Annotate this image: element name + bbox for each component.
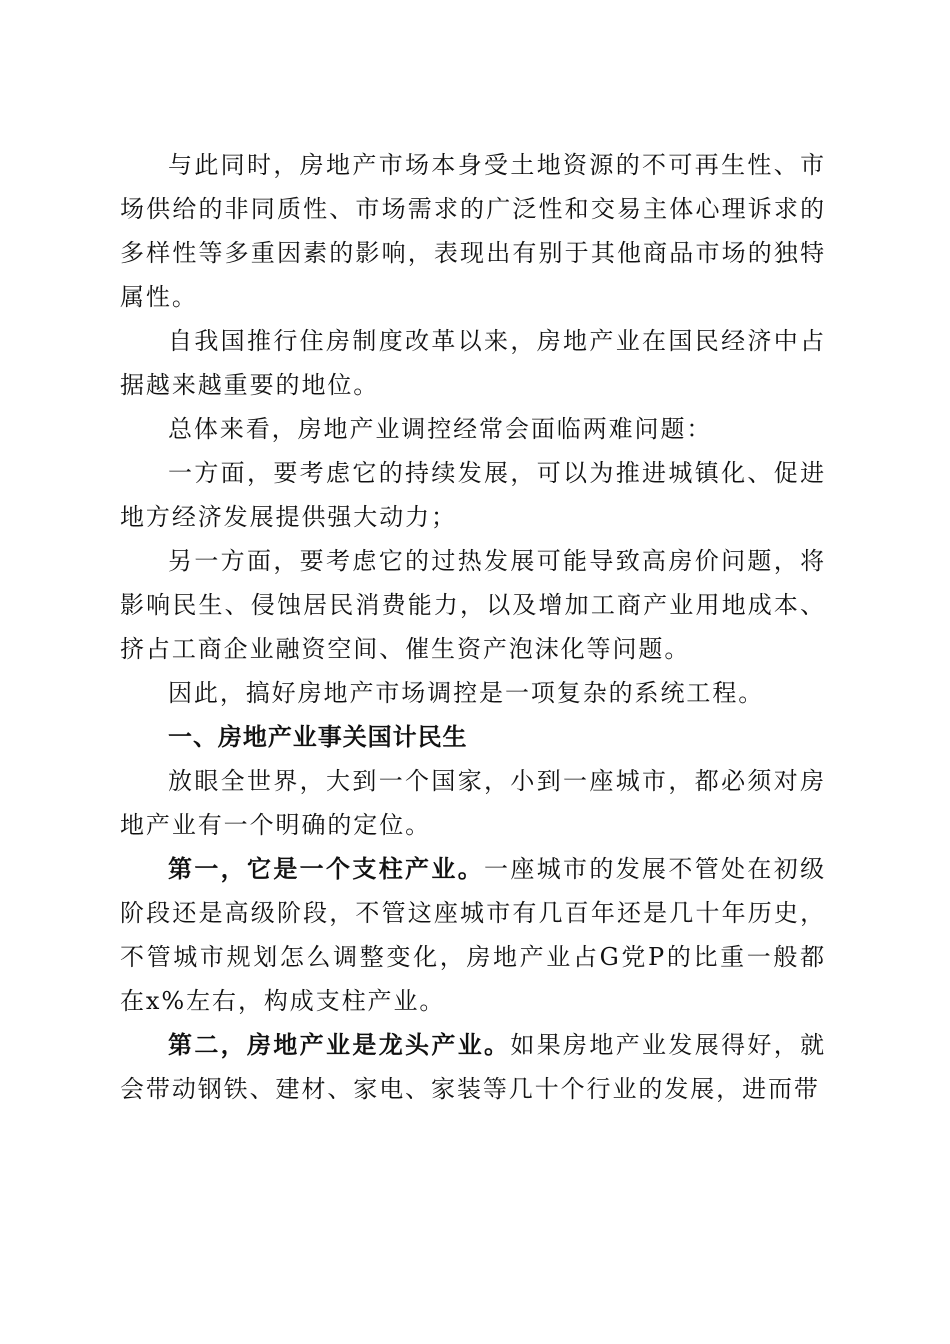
second-point-lead: 第二，房地产业是龙头产业。	[168, 1030, 511, 1059]
paragraph-first-point	[120, 847, 826, 1023]
paragraph: 放眼全世界，大到一个国家，小到一座城市，都必须对房地产业有一个明确的定位。	[120, 767, 826, 839]
paragraph: 因此，搞好房地产市场调控是一项复杂的系统工程。	[168, 679, 765, 707]
document-body	[120, 143, 826, 1111]
paragraph: 总体来看，房地产业调控经常会面临两难问题：	[168, 415, 713, 443]
first-point-body: 一座城市的发展不管处在初级阶段还是高级阶段，不管这座城市有几百年还是几十年历史，不管城市规划怎么调整变化，房地产业占G党P的比重一般都在x%左右，构成支柱产业。	[120, 855, 826, 1015]
first-point-lead: 第一，它是一个支柱产业。	[168, 854, 485, 883]
second-point-body: 如果房地产业发展得好，就会带动钢铁、建材、家电、家装等几十个行业的发展，进而带	[120, 1031, 826, 1103]
paragraph: 与此同时，房地产市场本身受土地资源的不可再生性、市场供给的非同质性、市场需求的广泛性和交易主体心理诉求的多样性等多重因素的影响，表现出有别于其他商品市场的独特属性。	[120, 151, 826, 311]
paragraph: 一方面，要考虑它的持续发展，可以为推进城镇化、促进地方经济发展提供强大动力；	[120, 459, 826, 531]
paragraph-second-point	[120, 1023, 826, 1111]
paragraph: 另一方面，要考虑它的过热发展可能导致高房价问题，将影响民生、侵蚀居民消费能力，以及增加工商产业用地成本、挤占工商企业融资空间、催生资产泡沫化等问题。	[120, 547, 826, 663]
paragraph: 自我国推行住房制度改革以来，房地产业在国民经济中占据越来越重要的地位。	[120, 327, 826, 399]
section-heading: 一、房地产业事关国计民生	[168, 723, 468, 751]
